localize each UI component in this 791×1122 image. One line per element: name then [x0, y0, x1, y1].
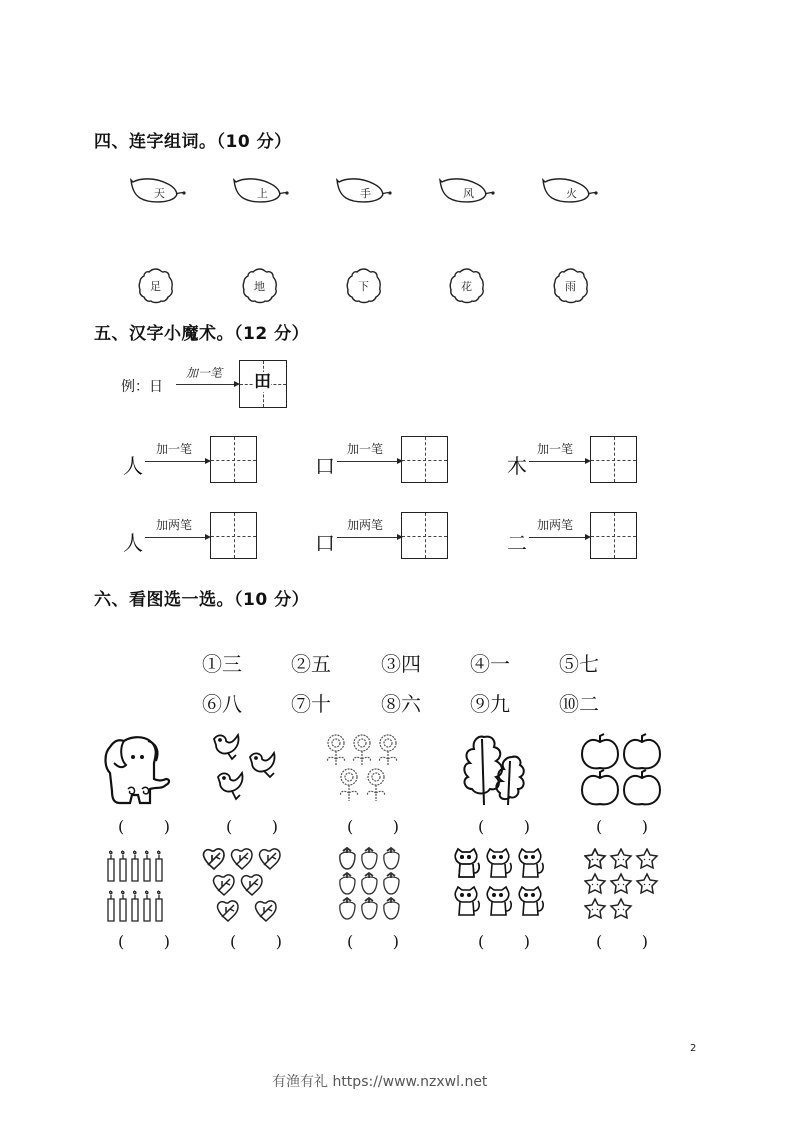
base-char: 二: [507, 531, 527, 555]
example-box: [239, 360, 287, 408]
arrow-label: 加两笔: [347, 518, 384, 532]
candles-icon: [104, 849, 164, 927]
answer-blank[interactable]: ( ): [347, 932, 399, 951]
flower-item: [240, 266, 280, 310]
arrow-label: 加一笔: [156, 442, 193, 456]
footer-watermark: 有渔有礼 https://www.nzxwl.net: [272, 1074, 488, 1090]
answer-blank[interactable]: ( ): [596, 932, 648, 951]
answer-blank[interactable]: ( ): [596, 817, 648, 836]
answer-blank[interactable]: ( ): [118, 932, 170, 951]
arrow-line: [529, 537, 587, 538]
leaves-icon: [462, 733, 538, 807]
base-char: 口: [315, 531, 335, 555]
flower-char: 花: [461, 280, 472, 293]
base-char: 人: [123, 531, 143, 555]
section5-title: 五、汉字小魔术。（12 分）: [94, 324, 310, 344]
answer-box[interactable]: [401, 436, 448, 483]
option-item: ④一: [470, 652, 510, 676]
leaf-char: 风: [463, 187, 474, 200]
flower-char: 下: [358, 280, 369, 293]
arrow-line: [337, 537, 399, 538]
section4-title: 四、连字组词。（10 分）: [94, 132, 292, 152]
answer-blank[interactable]: ( ): [478, 932, 530, 951]
base-char: 口: [315, 454, 335, 478]
leaf-item: [439, 176, 495, 210]
flower-char: 地: [254, 280, 265, 293]
leaf-item: [130, 176, 186, 210]
answer-box[interactable]: [590, 512, 637, 559]
elephant-icon: [100, 733, 174, 809]
answer-box[interactable]: [210, 436, 257, 483]
stars-icon: [584, 848, 662, 922]
option-item: ③四: [381, 652, 421, 676]
arrow-line: [145, 537, 207, 538]
leaf-char: 火: [566, 187, 577, 200]
example-prefix: 例：日: [121, 379, 163, 395]
answer-box[interactable]: [401, 512, 448, 559]
flower-item: [136, 266, 176, 310]
flower-item: [447, 266, 487, 310]
option-item: ⑥八: [202, 692, 242, 716]
answer-blank[interactable]: ( ): [230, 932, 282, 951]
answer-box[interactable]: [590, 436, 637, 483]
option-item: ⑦十: [291, 692, 331, 716]
section6-title: 六、看图选一选。（10 分）: [94, 590, 310, 610]
arrow-line: [145, 461, 207, 462]
flower-char: 足: [150, 280, 161, 293]
arrow-line: [176, 384, 236, 385]
option-item: ⑩二: [559, 692, 599, 716]
arrow-line: [529, 461, 587, 462]
flower-char: 雨: [565, 280, 576, 293]
base-char: 木: [507, 454, 527, 478]
option-item: ⑧六: [381, 692, 421, 716]
base-char: 人: [123, 454, 143, 478]
answer-box[interactable]: [210, 512, 257, 559]
flower-item: [551, 266, 591, 310]
option-item: ①三: [202, 652, 242, 676]
leaf-item: [233, 176, 289, 210]
flowers-icon: [324, 733, 400, 805]
leaf-item: [542, 176, 598, 210]
leaf-char: 天: [154, 187, 165, 200]
answer-blank[interactable]: ( ): [118, 817, 170, 836]
cats-icon: [452, 847, 548, 921]
leaf-char: 上: [257, 187, 268, 200]
page-number: 2: [690, 1043, 697, 1054]
leaf-item: [336, 176, 392, 210]
arrow-label: 加一笔: [186, 366, 223, 380]
arrow-line: [337, 461, 399, 462]
flower-item: [344, 266, 384, 310]
option-item: ②五: [291, 652, 331, 676]
answer-blank[interactable]: ( ): [226, 817, 278, 836]
answer-blank[interactable]: ( ): [347, 817, 399, 836]
heart-leaves-icon: [202, 847, 284, 925]
arrow-label: 加一笔: [537, 442, 574, 456]
option-item: ⑤七: [559, 652, 599, 676]
apples-icon: [580, 732, 664, 808]
arrow-label: 加两笔: [537, 518, 574, 532]
arrow-label: 加两笔: [156, 518, 193, 532]
birds-icon: [210, 731, 282, 807]
leaf-char: 手: [360, 187, 371, 200]
option-item: ⑨九: [470, 692, 510, 716]
example-answer: 田: [254, 372, 271, 392]
strawberries-icon: [337, 847, 403, 921]
arrow-label: 加一笔: [347, 442, 384, 456]
answer-blank[interactable]: ( ): [478, 817, 530, 836]
